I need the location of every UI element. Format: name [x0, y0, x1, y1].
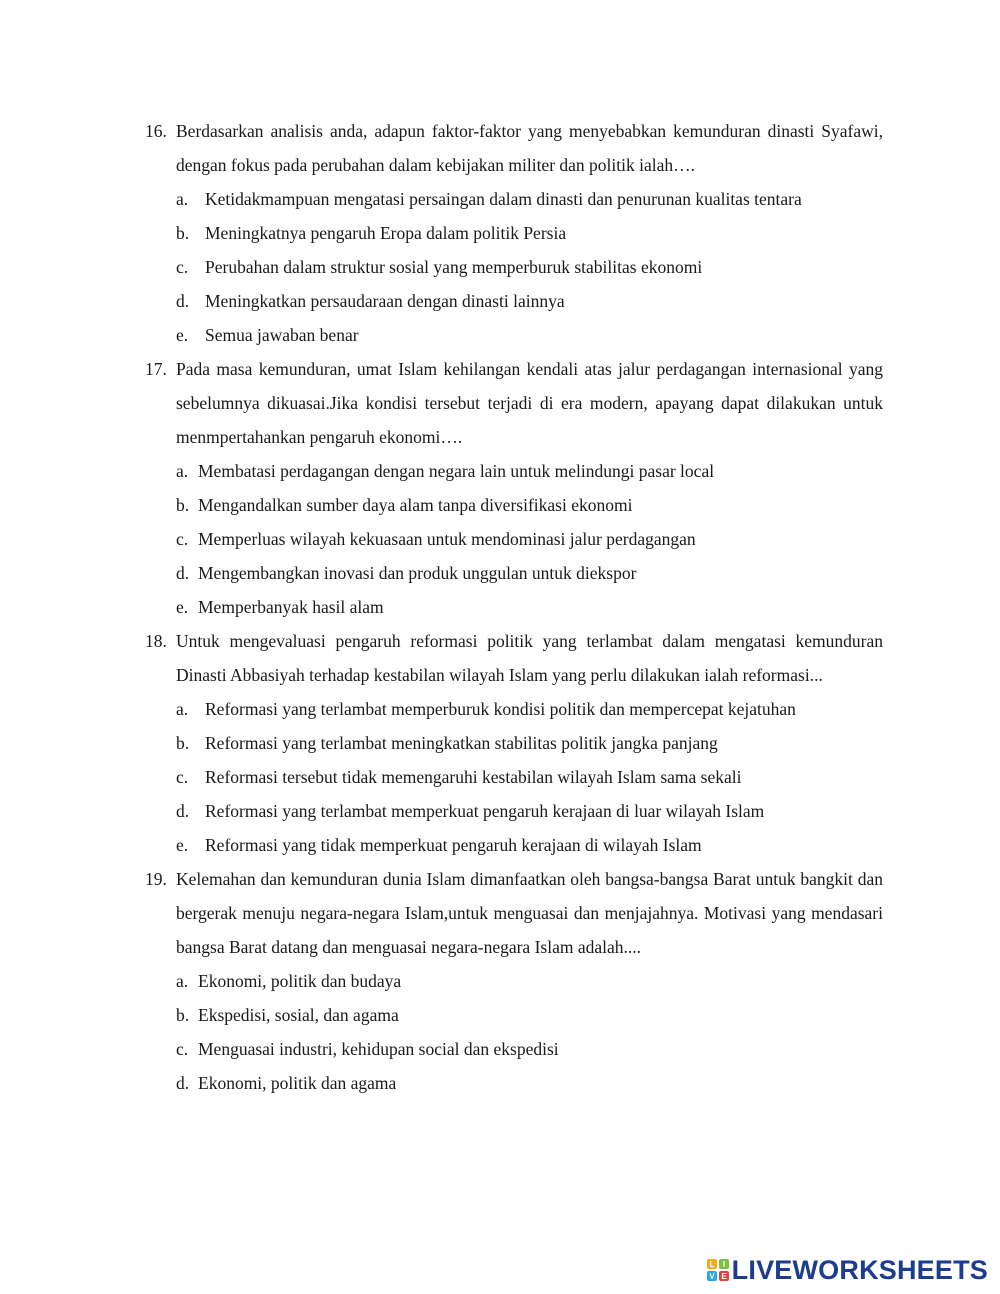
option-text: Reformasi tersebut tidak memengaruhi kestabilan wilayah Islam sama sekali — [205, 767, 742, 787]
option-item[interactable] — [145, 828, 883, 862]
option-letter: d. — [176, 291, 190, 311]
question-text: Kelemahan dan kemunduran dunia Islam dimanfaatkan oleh bangsa-bangsa Barat untuk bangkit dan bergerak menuju negara-negara Islam,untuk menguasai dan menjajahnya. Motivasi yang mendasari bangsa Barat datang dan menguasai negara-negara Islam adalah.... — [176, 869, 883, 957]
option-item[interactable] — [145, 726, 883, 760]
option-item[interactable] — [145, 250, 883, 284]
option-item[interactable] — [145, 488, 883, 522]
liveworksheets-logo-icon — [706, 1258, 730, 1282]
question-number: 17. — [145, 359, 167, 379]
option-letter: a. — [176, 971, 189, 991]
option-text: Menguasai industri, kehidupan social dan ekspedisi — [198, 1039, 559, 1059]
option-letter: e. — [176, 835, 189, 855]
option-item[interactable] — [145, 318, 883, 352]
option-list — [145, 454, 883, 624]
question-text: Pada masa kemunduran, umat Islam kehilangan kendali atas jalur perdagangan internasional yang sebelumnya dikuasai.Jika kondisi tersebut terjadi di era modern, apayang dapat dilakukan untuk menmpertahankan pengaruh ekonomi…. — [176, 359, 883, 447]
question-text: Berdasarkan analisis anda, adapun faktor-faktor yang menyebabkan kemunduran dinasti Syafawi, dengan fokus pada perubahan dalam kebijakan militer dan politik ialah…. — [176, 121, 883, 175]
question-19 — [145, 862, 883, 1100]
option-letter: a. — [176, 461, 189, 481]
question-17 — [145, 352, 883, 624]
question-number: 18. — [145, 631, 167, 651]
option-item[interactable] — [145, 964, 883, 998]
option-item[interactable] — [145, 454, 883, 488]
question-number: 16. — [145, 121, 167, 141]
option-item[interactable] — [145, 760, 883, 794]
option-text: Reformasi yang terlambat memperkuat pengaruh kerajaan di luar wilayah Islam — [205, 801, 765, 821]
liveworksheets-brand[interactable] — [706, 1255, 988, 1285]
option-letter: b. — [176, 1005, 190, 1025]
svg-text:V: V — [709, 1272, 715, 1281]
option-item[interactable] — [145, 284, 883, 318]
option-text: Mengandalkan sumber daya alam tanpa diversifikasi ekonomi — [198, 495, 633, 515]
option-item[interactable] — [145, 1066, 883, 1100]
option-letter: c. — [176, 529, 189, 549]
brand-name: LIVEWORKSHEETS — [731, 1254, 988, 1285]
option-letter: d. — [176, 1073, 190, 1093]
option-letter: c. — [176, 1039, 189, 1059]
svg-text:I: I — [722, 1260, 725, 1269]
option-item[interactable] — [145, 692, 883, 726]
option-item[interactable] — [145, 1032, 883, 1066]
option-item[interactable] — [145, 216, 883, 250]
option-text: Reformasi yang terlambat meningkatkan stabilitas politik jangka panjang — [205, 733, 718, 753]
option-letter: e. — [176, 325, 189, 345]
option-text: Reformasi yang tidak memperkuat pengaruh kerajaan di wilayah Islam — [205, 835, 702, 855]
option-item[interactable] — [145, 794, 883, 828]
option-text: Membatasi perdagangan dengan negara lain untuk melindungi pasar local — [198, 461, 715, 481]
option-text: Memperbanyak hasil alam — [198, 597, 384, 617]
option-item[interactable] — [145, 590, 883, 624]
option-letter: a. — [176, 189, 189, 209]
svg-text:E: E — [721, 1272, 727, 1281]
option-list — [145, 692, 883, 862]
option-text: Meningkatkan persaudaraan dengan dinasti lainnya — [205, 291, 565, 311]
option-item[interactable] — [145, 556, 883, 590]
question-16 — [145, 114, 883, 352]
option-letter: b. — [176, 495, 190, 515]
option-text: Perubahan dalam struktur sosial yang memperburuk stabilitas ekonomi — [205, 257, 703, 277]
option-text: Semua jawaban benar — [205, 325, 359, 345]
option-letter: d. — [176, 801, 190, 821]
question-number: 19. — [145, 869, 167, 889]
option-letter: a. — [176, 699, 189, 719]
option-text: Ketidakmampuan mengatasi persaingan dalam dinasti dan penurunan kualitas tentara — [205, 189, 802, 209]
svg-text:L: L — [709, 1260, 715, 1269]
option-letter: b. — [176, 223, 190, 243]
option-item[interactable] — [145, 182, 883, 216]
option-text: Ekonomi, politik dan budaya — [198, 971, 402, 991]
option-list — [145, 964, 883, 1100]
option-text: Ekspedisi, sosial, dan agama — [198, 1005, 399, 1025]
worksheet-page — [145, 114, 883, 1100]
question-text: Untuk mengevaluasi pengaruh reformasi politik yang terlambat dalam mengatasi kemunduran Dinasti Abbasiyah terhadap kestabilan wilayah Islam yang perlu dilakukan ialah reformasi... — [176, 631, 883, 685]
option-letter: c. — [176, 767, 189, 787]
option-letter: b. — [176, 733, 190, 753]
option-letter: e. — [176, 597, 189, 617]
option-text: Reformasi yang terlambat memperburuk kondisi politik dan mempercepat kejatuhan — [205, 699, 796, 719]
option-item[interactable] — [145, 998, 883, 1032]
option-letter: c. — [176, 257, 189, 277]
option-list — [145, 182, 883, 352]
option-letter: d. — [176, 563, 190, 583]
option-text: Mengembangkan inovasi dan produk unggulan untuk diekspor — [198, 563, 637, 583]
option-text: Meningkatnya pengaruh Eropa dalam politik Persia — [205, 223, 567, 243]
question-18 — [145, 624, 883, 862]
option-item[interactable] — [145, 522, 883, 556]
option-text: Memperluas wilayah kekuasaan untuk mendominasi jalur perdagangan — [198, 529, 696, 549]
option-text: Ekonomi, politik dan agama — [198, 1073, 397, 1093]
